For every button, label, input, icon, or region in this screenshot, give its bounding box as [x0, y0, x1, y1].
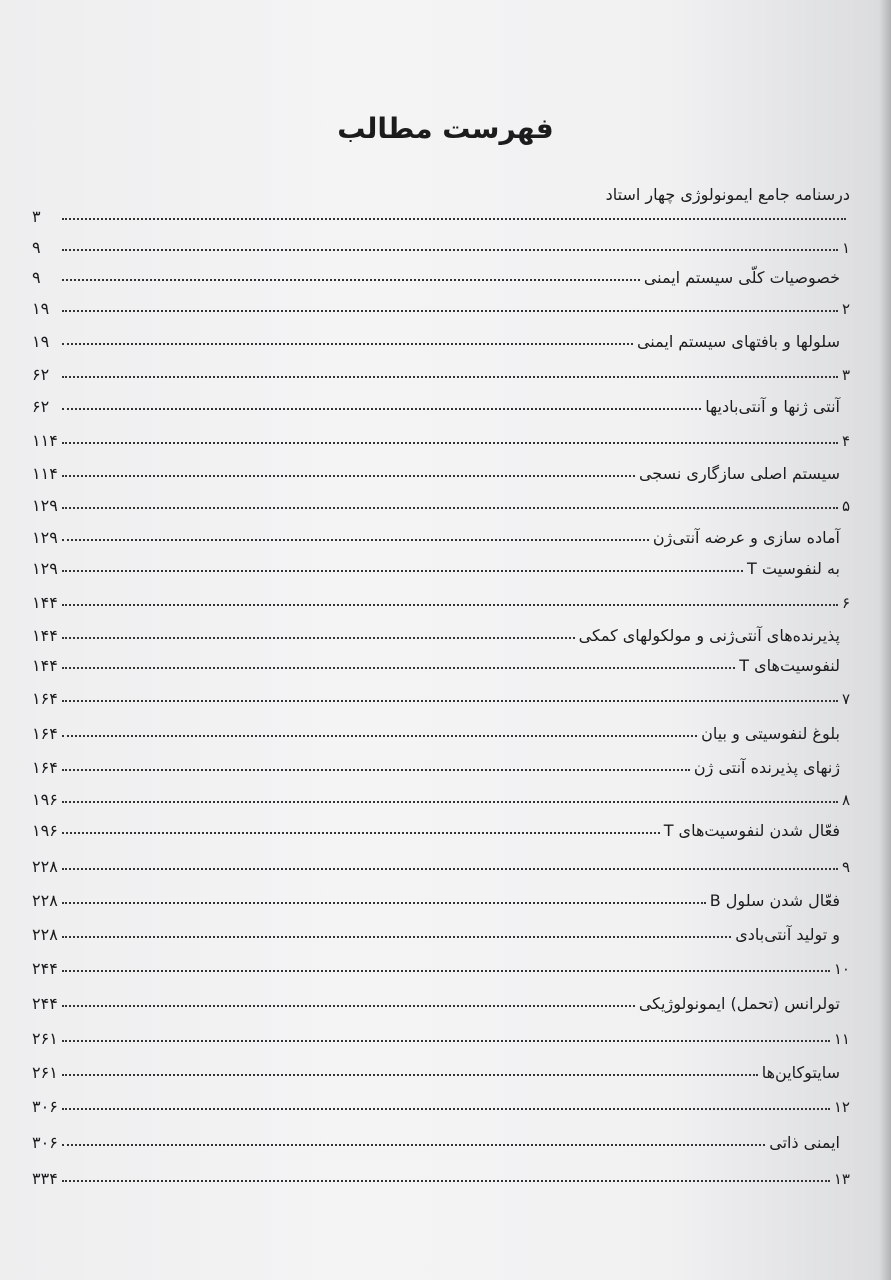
toc-page-number: ۱۹۶ — [32, 821, 58, 840]
chapter-number: ۶ — [841, 594, 850, 612]
toc-page-number: ۳۰۶ — [32, 1133, 58, 1152]
toc-label: لنفوسیت‌های T — [739, 656, 840, 675]
chapter-number: ۸ — [841, 791, 850, 809]
toc-row — [32, 388, 850, 416]
toc-label: خصوصیات کلّی سیستم ایمنی — [643, 268, 840, 287]
toc-row — [32, 617, 850, 645]
leader-dots — [62, 1074, 758, 1076]
toc-page-number: ۲۴۴ — [32, 959, 58, 978]
chapter-number: ۱۰ — [833, 960, 850, 978]
toc-label: فعّال شدن لنفوسیت‌های T — [663, 821, 840, 840]
toc-row — [32, 647, 850, 675]
chapter-number: ۹ — [841, 858, 850, 876]
toc-row — [32, 812, 850, 840]
toc-row — [32, 985, 850, 1013]
toc-label: سلولها و بافتهای سیستم ایمنی — [636, 332, 840, 351]
leader-dots — [62, 637, 575, 639]
leader-dots — [62, 667, 735, 669]
toc-label: بلوغ لنفوسیتی و بیان — [701, 724, 840, 743]
toc-page-number: ۱۹ — [32, 299, 50, 318]
leader-dots — [62, 408, 701, 410]
leader-dots — [62, 902, 706, 904]
toc-page-number: ۲۲۸ — [32, 925, 58, 944]
toc-label: سیستم اصلی سازگاری نسجی — [638, 464, 840, 483]
toc-page-number: ۱۱۴ — [32, 464, 58, 483]
toc-page-number: ۲۶۱ — [32, 1029, 58, 1048]
toc-chapter-row — [32, 1160, 850, 1188]
leader-dots — [62, 1040, 830, 1042]
leader-dots — [62, 700, 838, 702]
toc-page-number: ۱۲۹ — [32, 528, 58, 547]
toc-page-number: ۳ — [32, 207, 41, 226]
toc-row — [32, 323, 850, 351]
leader-dots — [62, 343, 633, 345]
toc-page-number: ۱۶۴ — [32, 689, 58, 708]
toc-page-number: ۳۳۴ — [32, 1169, 58, 1188]
chapter-number: ۵ — [841, 497, 850, 515]
leader-dots — [62, 604, 838, 606]
toc-page-number: ۱۲۹ — [32, 496, 58, 515]
toc-chapter-row — [32, 950, 850, 978]
toc-chapter-row — [32, 422, 850, 450]
toc-row — [32, 882, 850, 910]
chapter-number: ۴ — [841, 432, 850, 450]
toc-page-number: ۹ — [32, 268, 41, 287]
toc-row — [32, 916, 850, 944]
toc-row — [32, 749, 850, 777]
toc-label: و تولید آنتی‌بادی — [735, 925, 840, 944]
toc-row — [32, 1054, 850, 1082]
leader-dots — [62, 735, 697, 737]
chapter-number: ۱۳ — [833, 1170, 850, 1188]
toc-row — [32, 198, 850, 226]
toc-page-number: ۱۴۴ — [32, 656, 58, 675]
toc-row — [32, 519, 850, 547]
toc-page-number: ۲۲۸ — [32, 857, 58, 876]
leader-dots — [62, 868, 838, 870]
toc-chapter-row — [32, 290, 850, 318]
toc-page-number: ۲۲۸ — [32, 891, 58, 910]
toc-page-number: ۱۲۹ — [32, 559, 58, 578]
toc-chapter-row — [32, 1088, 850, 1116]
leader-dots — [62, 1144, 765, 1146]
toc-label: پذیرنده‌های آنتی‌ژنی و مولکولهای کمکی — [578, 626, 840, 645]
chapter-number: ۱۲ — [833, 1098, 850, 1116]
leader-dots — [62, 539, 649, 541]
toc-page-number: ۱۹ — [32, 332, 50, 351]
toc-chapter-row — [32, 781, 850, 809]
toc-label: سایتوکاین‌ها — [761, 1063, 840, 1082]
toc-chapter-row — [32, 356, 850, 384]
leader-dots — [62, 970, 830, 972]
leader-dots — [62, 801, 838, 803]
toc-label: ایمنی ذاتی — [769, 1133, 840, 1152]
chapter-number: ۷ — [841, 690, 850, 708]
toc-chapter-row — [32, 229, 850, 257]
leader-dots — [62, 832, 660, 834]
toc-label: به لنفوسیت T — [747, 559, 840, 578]
leader-dots — [62, 249, 838, 251]
leader-dots — [62, 936, 731, 938]
toc-page-number: ۱۱۴ — [32, 431, 58, 450]
toc-page-number: ۶۲ — [32, 397, 50, 416]
toc-page-number: ۲۴۴ — [32, 994, 58, 1013]
toc-label: ژنهای پذیرنده آنتی ژن — [693, 758, 840, 777]
toc-row — [32, 455, 850, 483]
toc-page-number: ۱۹۶ — [32, 790, 58, 809]
toc-row — [32, 259, 850, 287]
toc-label: تولرانس (تحمل) ایمونولوژیکی — [638, 994, 840, 1013]
toc-label: درسنامه جامع ایمونولوژی چهار استاد — [605, 184, 850, 204]
toc-row — [32, 715, 850, 743]
chapter-number: ۲ — [841, 300, 850, 318]
leader-dots — [62, 769, 690, 771]
toc-chapter-row — [32, 487, 850, 515]
leader-dots — [62, 376, 838, 378]
toc-page-number: ۱۴۴ — [32, 593, 58, 612]
leader-dots — [62, 507, 838, 509]
toc-page-number: ۱۶۴ — [32, 724, 58, 743]
toc-chapter-row — [32, 1020, 850, 1048]
leader-dots — [62, 1005, 635, 1007]
page-edge-shadow — [879, 0, 891, 1280]
toc-chapter-row — [32, 584, 850, 612]
leader-dots — [62, 310, 838, 312]
leader-dots — [62, 570, 743, 572]
toc-chapter-row — [32, 848, 850, 876]
toc-page-number: ۳۰۶ — [32, 1097, 58, 1116]
chapter-number: ۱۱ — [833, 1030, 850, 1048]
toc-page-number: ۱۶۴ — [32, 758, 58, 777]
toc-page-number: ۹ — [32, 238, 41, 257]
leader-dots — [62, 279, 640, 281]
leader-dots — [62, 442, 838, 444]
toc-row — [32, 550, 850, 578]
leader-dots — [62, 1108, 830, 1110]
chapter-number: ۳ — [841, 366, 850, 384]
toc-row — [32, 1124, 850, 1152]
toc-page-number: ۲۶۱ — [32, 1063, 58, 1082]
toc-chapter-row — [32, 680, 850, 708]
toc-label: آماده سازی و عرضه آنتی‌ژن — [652, 528, 840, 547]
leader-dots — [62, 1180, 830, 1182]
toc-page-number: ۶۲ — [32, 365, 50, 384]
leader-dots — [62, 475, 635, 477]
leader-dots — [62, 218, 846, 220]
toc-label: فعّال شدن سلول B — [709, 891, 840, 910]
toc-label: آنتی ژنها و آنتی‌بادیها — [705, 397, 840, 416]
chapter-number: ۱ — [841, 239, 850, 257]
toc-page-number: ۱۴۴ — [32, 626, 58, 645]
page-title: فهرست مطالب — [337, 112, 554, 145]
